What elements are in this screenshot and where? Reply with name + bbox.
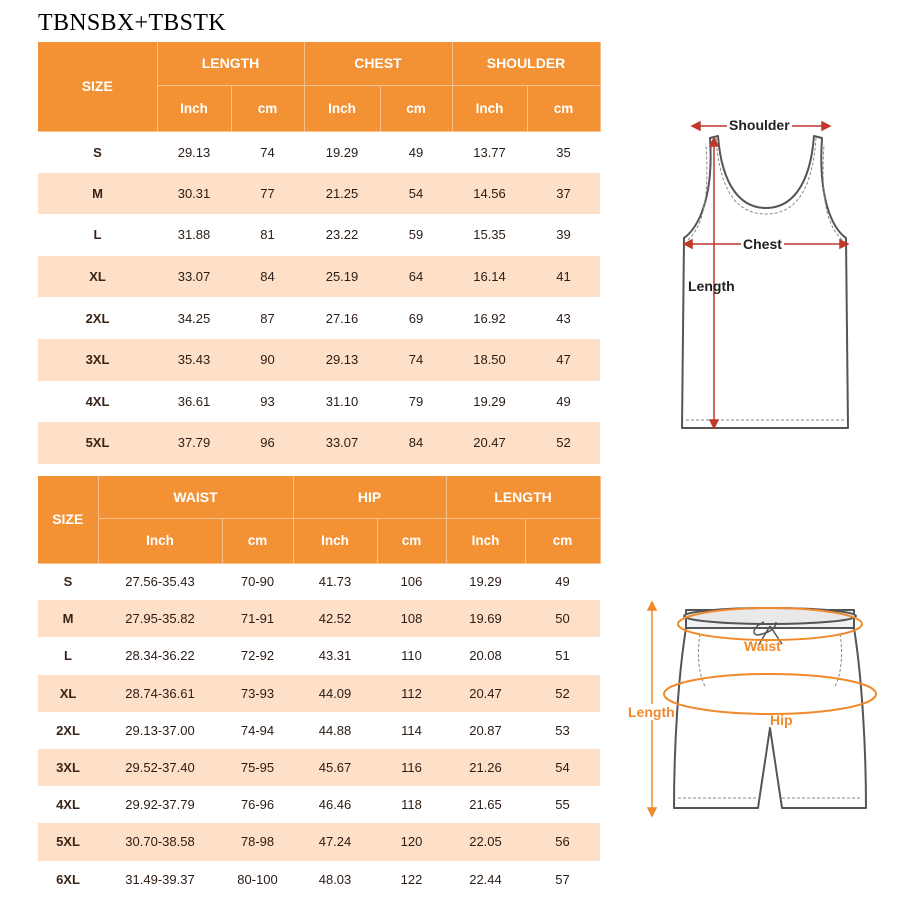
value-cell: 14.56 <box>452 173 527 215</box>
value-cell: 52 <box>527 422 600 464</box>
value-cell: 41.73 <box>293 563 377 600</box>
unit-header: Inch <box>293 518 377 563</box>
value-cell: 35 <box>527 131 600 173</box>
length-header: LENGTH <box>157 42 304 85</box>
size-cell: 3XL <box>38 749 98 786</box>
value-cell: 84 <box>231 256 304 298</box>
size-cell: M <box>38 173 157 215</box>
unit-header: Inch <box>452 85 527 131</box>
size-cell: 5XL <box>38 422 157 464</box>
value-cell: 110 <box>377 637 446 674</box>
value-cell: 22.44 <box>446 861 525 898</box>
value-cell: 16.14 <box>452 256 527 298</box>
size-cell: XL <box>38 256 157 298</box>
waist-label: Waist <box>744 638 781 654</box>
value-cell: 15.35 <box>452 214 527 256</box>
value-cell: 19.29 <box>452 381 527 423</box>
value-cell: 28.74-36.61 <box>98 675 222 712</box>
value-cell: 29.13-37.00 <box>98 712 222 749</box>
value-cell: 80-100 <box>222 861 293 898</box>
value-cell: 19.29 <box>446 563 525 600</box>
table-row <box>38 637 600 674</box>
value-cell: 46.46 <box>293 786 377 823</box>
value-cell: 118 <box>377 786 446 823</box>
value-cell: 20.08 <box>446 637 525 674</box>
value-cell: 112 <box>377 675 446 712</box>
waist-header: WAIST <box>98 476 293 518</box>
unit-header: cm <box>525 518 600 563</box>
value-cell: 120 <box>377 823 446 860</box>
value-cell: 35.43 <box>157 339 231 381</box>
table-row <box>38 214 600 256</box>
value-cell: 50 <box>525 600 600 637</box>
value-cell: 41 <box>527 256 600 298</box>
size-header: SIZE <box>38 42 157 131</box>
value-cell: 43 <box>527 297 600 339</box>
value-cell: 49 <box>527 381 600 423</box>
value-cell: 44.09 <box>293 675 377 712</box>
value-cell: 81 <box>231 214 304 256</box>
value-cell: 57 <box>525 861 600 898</box>
size-cell: 4XL <box>38 381 157 423</box>
value-cell: 43.31 <box>293 637 377 674</box>
value-cell: 27.16 <box>304 297 380 339</box>
value-cell: 59 <box>380 214 452 256</box>
size-cell: XL <box>38 675 98 712</box>
value-cell: 72-92 <box>222 637 293 674</box>
shorts-size-table <box>38 476 601 898</box>
unit-header: Inch <box>446 518 525 563</box>
value-cell: 74 <box>231 131 304 173</box>
value-cell: 52 <box>525 675 600 712</box>
value-cell: 22.05 <box>446 823 525 860</box>
shorts-length-label: Length <box>628 704 675 720</box>
value-cell: 20.47 <box>452 422 527 464</box>
value-cell: 75-95 <box>222 749 293 786</box>
value-cell: 78-98 <box>222 823 293 860</box>
table-row <box>38 381 600 423</box>
hip-label: Hip <box>770 712 793 728</box>
size-cell: 3XL <box>38 339 157 381</box>
value-cell: 28.34-36.22 <box>98 637 222 674</box>
value-cell: 13.77 <box>452 131 527 173</box>
value-cell: 34.25 <box>157 297 231 339</box>
value-cell: 37.79 <box>157 422 231 464</box>
table-row <box>38 131 600 173</box>
unit-header: Inch <box>98 518 222 563</box>
unit-header: Inch <box>157 85 231 131</box>
unit-header: Inch <box>304 85 380 131</box>
value-cell: 108 <box>377 600 446 637</box>
value-cell: 71-91 <box>222 600 293 637</box>
value-cell: 16.92 <box>452 297 527 339</box>
value-cell: 55 <box>525 786 600 823</box>
unit-header: cm <box>222 518 293 563</box>
chest-header: CHEST <box>304 42 452 85</box>
size-cell: 6XL <box>38 861 98 898</box>
value-cell: 29.13 <box>304 339 380 381</box>
table-row <box>38 712 600 749</box>
value-cell: 77 <box>231 173 304 215</box>
value-cell: 39 <box>527 214 600 256</box>
table-row <box>38 339 600 381</box>
value-cell: 30.31 <box>157 173 231 215</box>
value-cell: 36.61 <box>157 381 231 423</box>
unit-header: cm <box>377 518 446 563</box>
tank-top-diagram <box>670 108 870 438</box>
table-row <box>38 786 600 823</box>
value-cell: 54 <box>380 173 452 215</box>
hip-header: HIP <box>293 476 446 518</box>
unit-header: cm <box>231 85 304 131</box>
size-cell: 2XL <box>38 297 157 339</box>
size-cell: S <box>38 563 98 600</box>
value-cell: 84 <box>380 422 452 464</box>
value-cell: 48.03 <box>293 861 377 898</box>
size-cell: L <box>38 214 157 256</box>
value-cell: 90 <box>231 339 304 381</box>
size-cell: M <box>38 600 98 637</box>
value-cell: 25.19 <box>304 256 380 298</box>
value-cell: 69 <box>380 297 452 339</box>
value-cell: 31.10 <box>304 381 380 423</box>
value-cell: 106 <box>377 563 446 600</box>
table-row <box>38 675 600 712</box>
size-cell: 5XL <box>38 823 98 860</box>
length-label: Length <box>688 278 735 294</box>
size-header: SIZE <box>38 476 98 563</box>
value-cell: 20.47 <box>446 675 525 712</box>
value-cell: 73-93 <box>222 675 293 712</box>
table-row <box>38 173 600 215</box>
table-row <box>38 823 600 860</box>
size-cell: 2XL <box>38 712 98 749</box>
value-cell: 23.22 <box>304 214 380 256</box>
value-cell: 33.07 <box>157 256 231 298</box>
chest-label: Chest <box>743 236 782 252</box>
value-cell: 53 <box>525 712 600 749</box>
size-cell: L <box>38 637 98 674</box>
table-row <box>38 256 600 298</box>
value-cell: 79 <box>380 381 452 423</box>
table-row <box>38 563 600 600</box>
shoulder-label: Shoulder <box>729 117 790 133</box>
value-cell: 93 <box>231 381 304 423</box>
value-cell: 44.88 <box>293 712 377 749</box>
value-cell: 27.56-35.43 <box>98 563 222 600</box>
value-cell: 56 <box>525 823 600 860</box>
size-cell: 4XL <box>38 786 98 823</box>
value-cell: 122 <box>377 861 446 898</box>
value-cell: 21.26 <box>446 749 525 786</box>
value-cell: 19.69 <box>446 600 525 637</box>
value-cell: 20.87 <box>446 712 525 749</box>
value-cell: 116 <box>377 749 446 786</box>
value-cell: 54 <box>525 749 600 786</box>
unit-header: cm <box>380 85 452 131</box>
value-cell: 49 <box>525 563 600 600</box>
value-cell: 21.25 <box>304 173 380 215</box>
value-cell: 21.65 <box>446 786 525 823</box>
length-header: LENGTH <box>446 476 600 518</box>
page-title: TBNSBX+TBSTK <box>38 10 226 36</box>
value-cell: 33.07 <box>304 422 380 464</box>
value-cell: 70-90 <box>222 563 293 600</box>
value-cell: 45.67 <box>293 749 377 786</box>
value-cell: 29.13 <box>157 131 231 173</box>
tank-size-table <box>38 42 601 464</box>
table-row <box>38 297 600 339</box>
value-cell: 74 <box>380 339 452 381</box>
value-cell: 31.88 <box>157 214 231 256</box>
value-cell: 29.52-37.40 <box>98 749 222 786</box>
value-cell: 76-96 <box>222 786 293 823</box>
value-cell: 49 <box>380 131 452 173</box>
table-row <box>38 600 600 637</box>
value-cell: 27.95-35.82 <box>98 600 222 637</box>
value-cell: 29.92-37.79 <box>98 786 222 823</box>
value-cell: 51 <box>525 637 600 674</box>
value-cell: 96 <box>231 422 304 464</box>
value-cell: 30.70-38.58 <box>98 823 222 860</box>
unit-header: cm <box>527 85 600 131</box>
table-row <box>38 861 600 898</box>
value-cell: 47.24 <box>293 823 377 860</box>
value-cell: 37 <box>527 173 600 215</box>
value-cell: 87 <box>231 297 304 339</box>
value-cell: 64 <box>380 256 452 298</box>
value-cell: 42.52 <box>293 600 377 637</box>
table-row <box>38 422 600 464</box>
value-cell: 74-94 <box>222 712 293 749</box>
value-cell: 47 <box>527 339 600 381</box>
size-cell: S <box>38 131 157 173</box>
value-cell: 18.50 <box>452 339 527 381</box>
value-cell: 31.49-39.37 <box>98 861 222 898</box>
shoulder-header: SHOULDER <box>452 42 600 85</box>
value-cell: 19.29 <box>304 131 380 173</box>
table-row <box>38 749 600 786</box>
value-cell: 114 <box>377 712 446 749</box>
